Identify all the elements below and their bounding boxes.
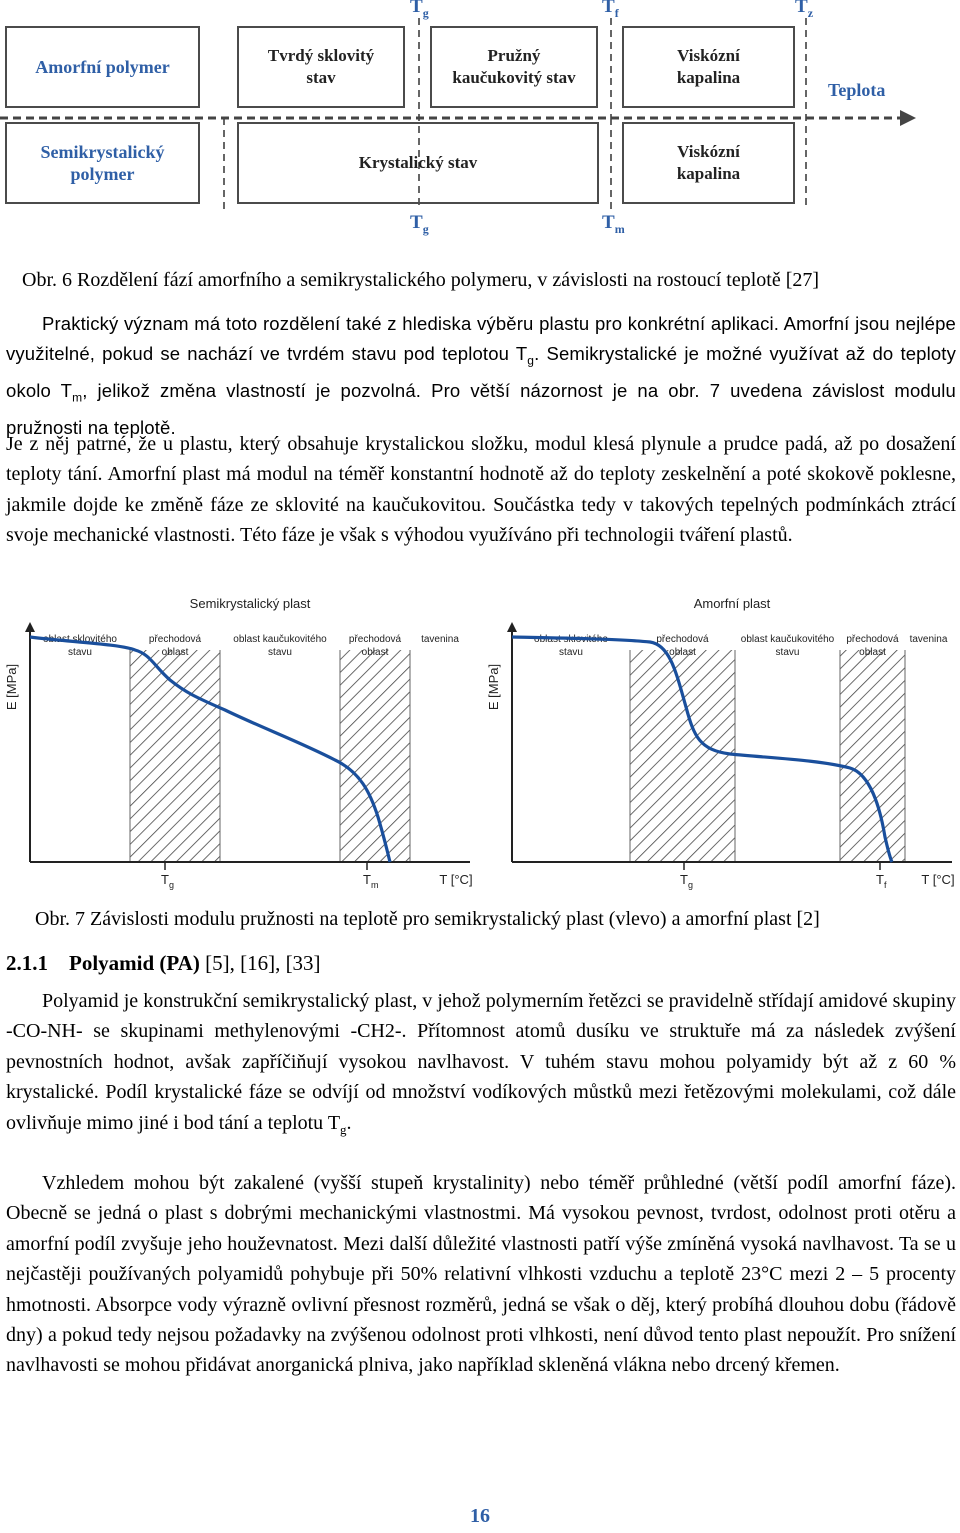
tg-top-label: $T_g$ (410, 0, 429, 20)
temperature-axis-label: Teplota (828, 80, 886, 100)
y-axis-arrow-icon (25, 622, 35, 632)
section-refs: [5], [16], [33] (205, 951, 321, 975)
tm-bottom-label: $T_m$ (602, 212, 625, 236)
region-label: stavu (559, 647, 583, 658)
chart-title: Amorfní plast (693, 596, 771, 611)
region-label: oblast sklovitého (534, 634, 608, 645)
paragraph-practical-significance: Praktický význam má toto rozdělení také z hlediska výběru plastu pro konkrétní aplikaci. Amorfní jsou nejlépe využitelné, pokud se nachází ve tvrdém stavu pod teplotou $T_g$. Semikrystalické je možné využívat až do teploty okolo $T_m$, jelikož změna vlastností je pozvolná. Pro větší názornost je na obr. 7 uvedena závislost modulu pružnosti na teplotě. (6, 313, 957, 439)
region-label: přechodová (846, 634, 899, 645)
region-label: stavu (68, 647, 92, 658)
region-label: oblast sklovitého (43, 634, 117, 645)
hatched-region (130, 650, 220, 862)
amorphous-polymer-box: Amorfní polymer (5, 26, 200, 108)
region-label: oblast (161, 647, 189, 658)
x-marker-label: $T_m$ (363, 872, 379, 890)
x-marker-label: $T_g$ (161, 872, 174, 890)
chart-title: Semikrystalický plast (189, 596, 311, 611)
x-axis-label: T [°C] (921, 872, 955, 887)
paragraph-modulus-dependence: Je z něj patrné, že u plastu, který obsahuje krystalickou složku, modul klesá plynule a prudce padá, až po dosažení teploty tání. Amorfní plast má modul na téměř konstantní hodnotě až do teploty zeskelnění a poté skokově poklesne, jakmile dojde ke změně fáze ze sklovité na kaučukovitou. Součástka tedy v takových tepelných podmínkách ztrácí svoje mechanické vlastnosti. Této fáze je však s výhodou využíváno při technologii tváření plastů. (6, 433, 956, 547)
section-number: 2.1.1 (6, 951, 48, 975)
viscous-liquid-box-amorphous: Viskózní kapalina (622, 26, 795, 108)
hatched-region (630, 650, 735, 862)
region-label: oblast (361, 647, 389, 658)
y-axis-label: E [MPa] (486, 663, 501, 711)
figure-7-caption: Obr. 7 Závislosti modulu pružnosti na teplotě pro semikrystalický plast (vlevo) a amorfní plast [2] (35, 908, 820, 930)
region-label: oblast (669, 647, 696, 658)
rubbery-state-box: Pružný kaučukovitý stav (430, 26, 598, 108)
viscous-liquid-box-semicrystalline: Viskózní kapalina (622, 122, 795, 204)
y-axis-label: E [MPa] (4, 663, 19, 711)
semicrystalline-polymer-box: Semikrystalický polymer (5, 122, 200, 204)
tg-bottom-label: $T_g$ (410, 212, 429, 236)
x-marker-label: $T_f$ (876, 872, 887, 890)
region-label: přechodová (148, 634, 202, 645)
x-marker-subscript: f (883, 880, 887, 890)
x-marker-subscript: g (168, 880, 174, 890)
section-heading (6, 950, 321, 976)
x-marker-label: $T_g$ (680, 872, 693, 890)
hatched-region (340, 650, 410, 862)
crystalline-state-box: Krystalický stav (237, 122, 599, 204)
region-label: stavu (268, 647, 292, 658)
figure-6-caption: Obr. 6 Rozdělení fází amorfního a semikrystalického polymeru, v závislosti na rostoucí teplotě [27] (22, 269, 820, 291)
page-number: 16 (470, 1505, 490, 1527)
region-label: oblast kaučukovitého (740, 634, 835, 645)
tz-top-label: $T_z$ (795, 0, 814, 20)
phase-diagram (0, 0, 960, 250)
tf-top-label: $T_f$ (602, 0, 619, 20)
hatched-region (840, 650, 905, 862)
x-marker-subscript: g (687, 880, 693, 890)
modulus-charts (0, 592, 960, 900)
section-title: Polyamid (PA) (69, 951, 200, 975)
paragraph-polyamid-properties: Vzhledem mohou být zakalené (vyšší stupeň krystalinity) nebo téměř průhledné (větší podíl amorfní fáze). Obecně se jedná o plast s dobrými mechanickými vlastnostmi. Má vysokou pevnost, tvrdost, odolnost proti otěru a amorfní podíl zvyšuje jeho houževnatost. Mezi další důležité vlastnosti patří výše zmíněná vysoká navlhavost. Ta se u nejčastěji používaných polyamidů pohybuje při 50% relativní vlhkosti vzduchu a teplotě 23°C mezi 2 – 5 procenty hmotnosti. Absorpce vody výrazně ovlivní přesnost rozměrů, jedná se však o děj, který probíhá dlouhou dobu (řádově dny) a pokud tedy nejsou požadavky na zvýšenou odolnost proti vlhkosti, není důvod tento plast nepoužít. Pro snížení navlhavosti se mohou přidávat anorganická plniva, jako například skleněná vlákna nebo drcený křemen. (6, 1172, 956, 1377)
region-label: stavu (775, 647, 800, 658)
y-axis-arrow-icon (507, 622, 517, 632)
region-label: přechodová (348, 634, 402, 645)
x-axis-label: T [°C] (439, 872, 473, 887)
region-label: oblast kaučukovitého (233, 634, 327, 645)
region-label: tavenina (421, 634, 459, 645)
region-label: oblast (859, 647, 886, 658)
region-label: přechodová (656, 634, 709, 645)
paragraph-polyamid-intro: Polyamid je konstrukční semikrystalický plast, v jehož polymerním řetězci se pravidelně střídají amidové skupiny -CO-NH- se skupinami methylenovými -CH2-. Přítomnost atomů dusíku ve struktuře má za následek zvýšení pevnostních hodnot, avšak zapříčiňují vysokou navlhavost. V tuhém stavu mohou polyamidy být až z 60 % krystalické. Podíl krystalické fáze se odvíjí od množství vodíkových můstků mezi řetězovými molekulami, což dále ovlivňuje mimo jiné i bod tání a teplotu $T_g$. (6, 990, 956, 1137)
modulus-charts-svg (0, 592, 960, 900)
x-marker-subscript: m (370, 880, 379, 890)
region-label: tavenina (909, 634, 948, 645)
axis-arrow-icon (900, 110, 916, 126)
glassy-state-box: Tvrdý sklovitý stav (237, 26, 405, 108)
